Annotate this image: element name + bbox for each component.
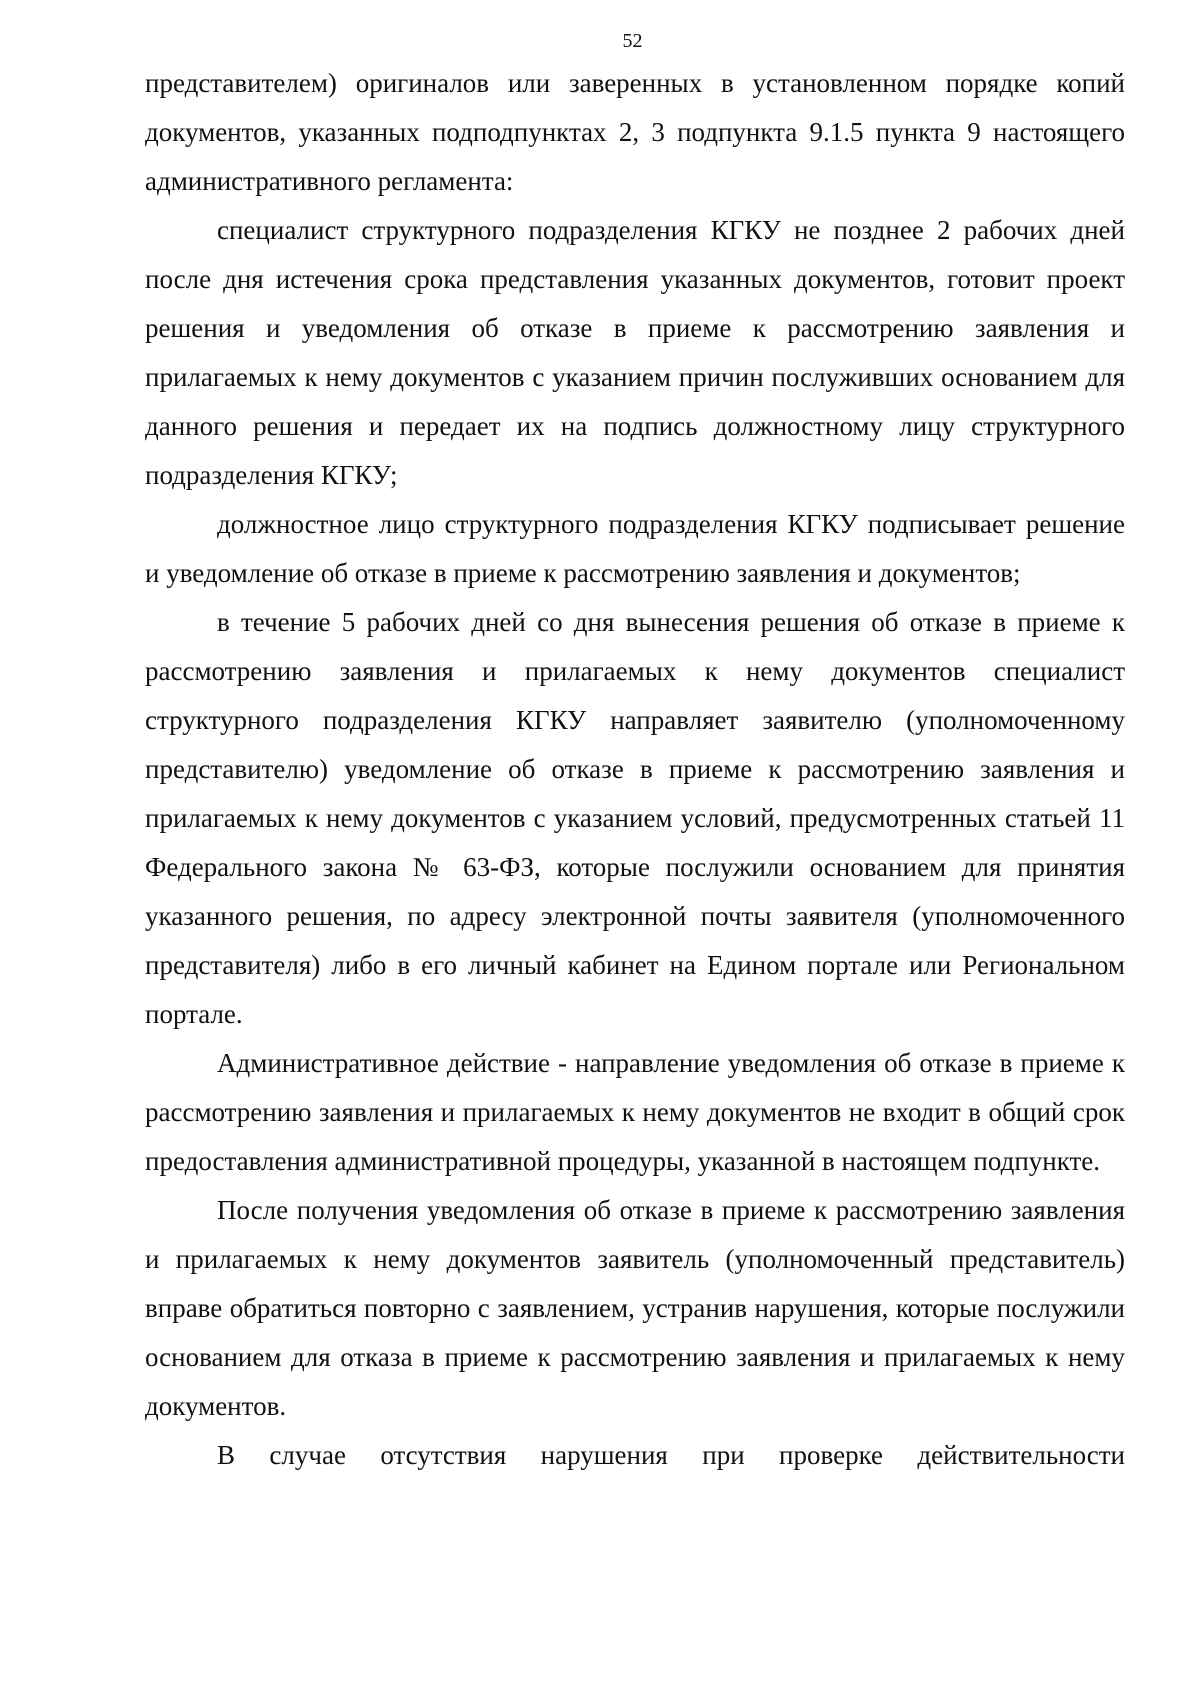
paragraph-official-signs: должностное лицо структурного подразделения КГКУ подписывает решение и уведомление об отказе в приеме к рассмотрению заявления и документов; bbox=[145, 509, 1125, 588]
paragraph-continuation: представителем) оригиналов или заверенных в установленном порядке копий документов, указанных подподпунктах 2, 3 подпункта 9.1.5 пункта 9 настоящего административного регламента: bbox=[145, 68, 1125, 196]
paragraph-no-violation: В случае отсутствия нарушения при проверке действительности bbox=[217, 1440, 1125, 1470]
paragraph-specialist-prepares: специалист структурного подразделения КГКУ не позднее 2 рабочих дней после дня истечения срока представления указанных документов, готовит проект решения и уведомления об отказе в приеме к рассмотрению заявления и прилагаемых к нему документов с указанием причин послуживших основанием для данного решения и передает их на подпись должностному лицу структурного подразделения КГКУ; bbox=[145, 215, 1125, 490]
page-number: 52 bbox=[622, 30, 643, 52]
document-body bbox=[145, 59, 1125, 1480]
paragraph-notification-sent: в течение 5 рабочих дней со дня вынесения решения об отказе в приеме к рассмотрению заявления и прилагаемых к нему документов специалист структурного подразделения КГКУ направляет заявителю (уполномоченному представителю) уведомление об отказе в приеме к рассмотрению заявления и прилагаемых к нему документов с указанием условий, предусмотренных статьей 11 Федерального закона № 63-ФЗ, которые послужили основанием для принятия указанного решения, по адресу электронной почты заявителя (уполномоченного представителя) либо в его личный кабинет на Едином портале или Региональном портале. bbox=[145, 607, 1125, 1029]
paragraph-administrative-action: Административное действие - направление уведомления об отказе в приеме к рассмотрению заявления и прилагаемых к нему документов не входит в общий срок предоставления административной процедуры, указанной в настоящем подпункте. bbox=[145, 1048, 1125, 1176]
paragraph-repeat-application: После получения уведомления об отказе в приеме к рассмотрению заявления и прилагаемых к нему документов заявитель (уполномоченный представитель) вправе обратиться повторно с заявлением, устранив нарушения, которые послужили основанием для отказа в приеме к рассмотрению заявления и прилагаемых к нему документов. bbox=[145, 1195, 1125, 1421]
